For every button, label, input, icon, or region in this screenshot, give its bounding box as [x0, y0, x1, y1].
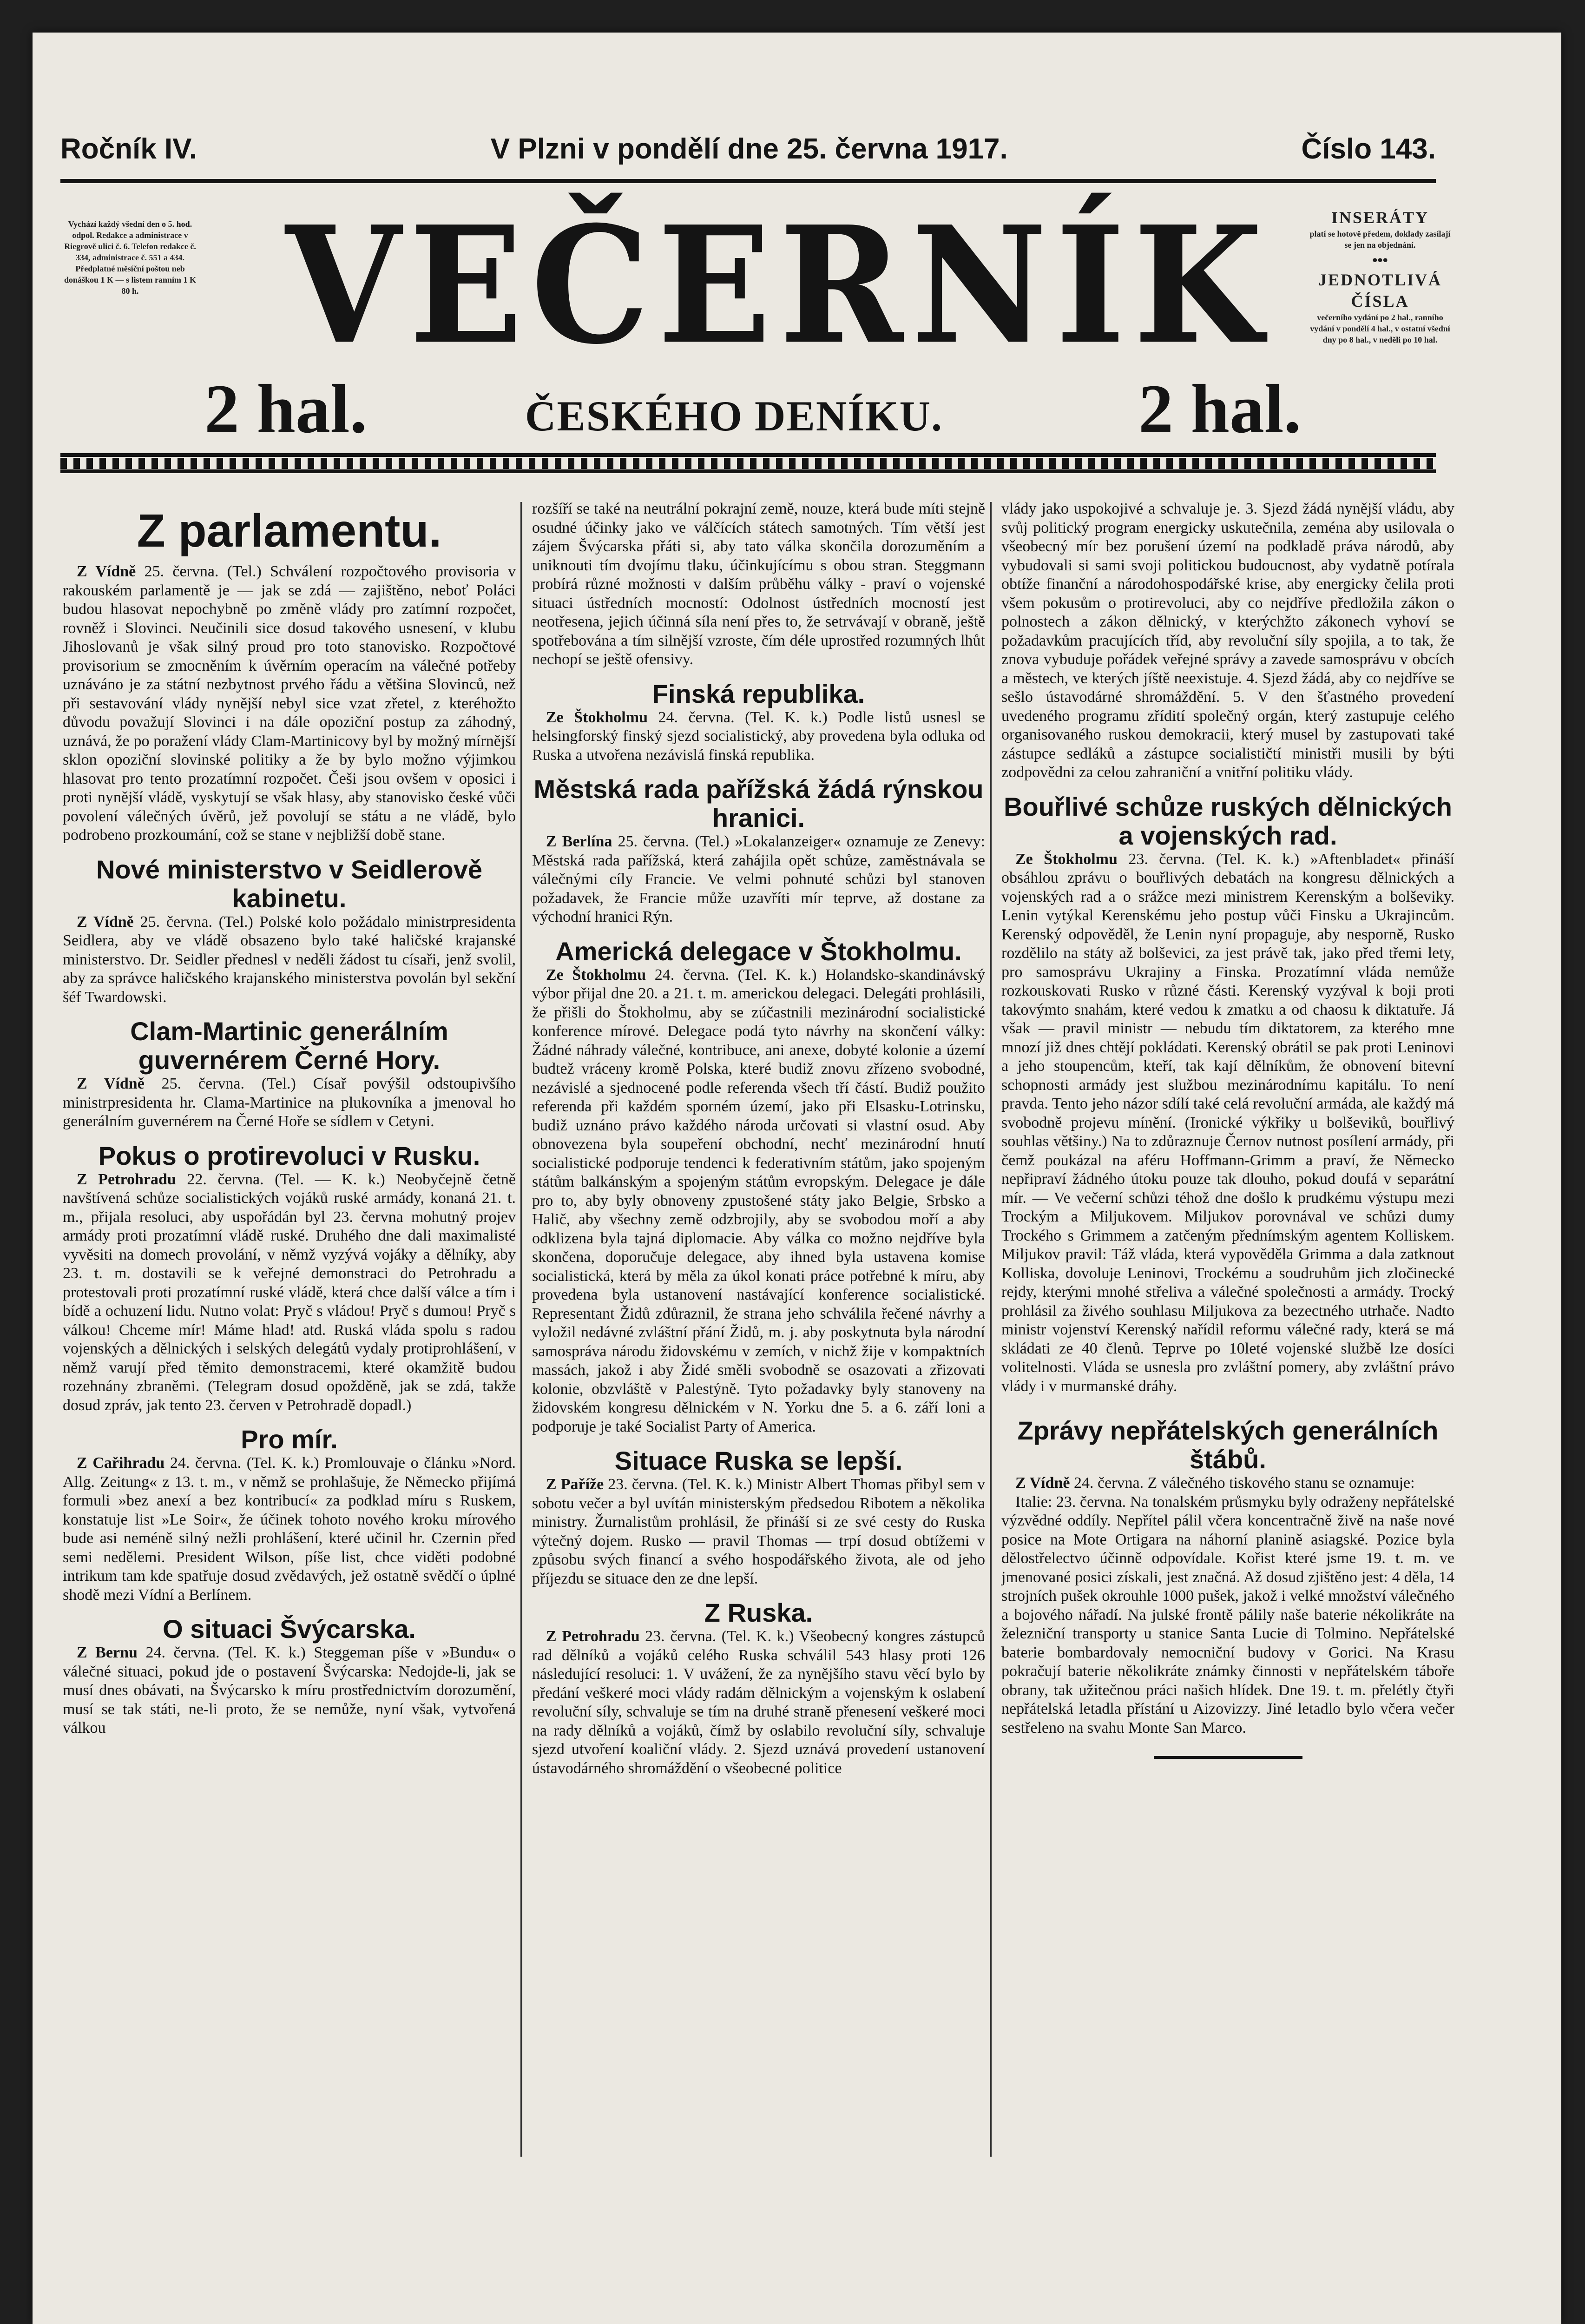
- article-finnish-republic: [532, 708, 985, 765]
- headline-clam-martinic: Clam-Martinic generálním guvernérem Černé Hory.: [130, 1017, 448, 1075]
- article-location: Z Bernu: [77, 1644, 138, 1661]
- article-for-peace: [63, 1454, 516, 1604]
- article-italy-report: Italie: 23. června. Na tonalském průsmyku byly odraženy nepřátelské výzvědné oddíly. Nepřítel pálil včera koncentračně živě na naše nové posice na Mote Ortigara na náhorní planině asiagské. Pozice byla dělostřelectvo účinně odpovídale. Kořist které jsme 19. t. m. ve jmenované posici získali, jest značná. Až dosud zjištěno jest: 4 děla, 14 strojních pušek okrouhle 1000 pušek, jakož i velké množství válečného a bojového nářadí. Na julské frontě pálily naše baterie nékolikráte na železniční transporty u stanice Santa Lucie di Tolmino. Nepřátelské baterie bombardovaly nemocniční budovy v Gorici. Na Krasu pokračují baterie několikráte známky činnosti v nepřátelském táboře obrany, tak užitečnou práci našich hlídek. Dne 19. t. m. přelétly čtyři nepřátelská letadla přístání u Aizovizzy. Jiné letadlo bylo včera večer sestřeleno na svahu Monte San Marco.: [1001, 1493, 1454, 1736]
- article-text: 24. června. Z válečného tiskového stanu se oznamuje:: [1070, 1474, 1415, 1492]
- article-location: Ze Štokholmu: [546, 708, 648, 726]
- article-text: 22. června. (Tel. — K. k.) Neobyčejně četně navštívená schůze socialistických vojáků ruské armády, konaná 21. t. m., přijala resoluci, aby uspořádán byl 23. června mohutný projev armády proti prozatímní vládě ruské. Druhého dne dali maximalisté vyvěsiti na domech provolání, v němž vyzývá vojáky a dělníky, aby 23. t. m. dostavili se k veřejné demonstraci do Petrohradu a protestovali proti prozatímní ruské vládě, která chce další válce a tím i bídě a ochuzení lidu. Nutno volat: Pryč s vládou! Pryč s dumou! Pryč s válkou! Chceme mír! Máme hlad! atd. Ruská vláda spolu s radou vojenských a dělnických i selských delegátů vydaly protiprohlášení, v němž varují před těmito demonstracemi, které okamžitě budou rozehnány zbraněmi. (Telegram dosud opožděně, jak se zdá, takže dosud zpráv, jak tento 23. červen v Petrohradě dopadl.): [63, 1170, 516, 1414]
- headline-american-delegation: Americká delegace v Štokholmu.: [555, 936, 962, 966]
- column-divider: [990, 502, 992, 2157]
- newspaper-page: [33, 33, 1561, 2324]
- article-location: Z Petrohradu: [77, 1170, 176, 1188]
- article-russia-situation: [532, 1475, 985, 1588]
- issue-number: Číslo 143.: [1301, 132, 1436, 165]
- headline-paris-council: Městská rada pařížská žádá rýnskou hranici.: [533, 774, 984, 832]
- article-text: 23. června. (Tel. K. k.) Ministr Albert Thomas přibyl sem v sobotu večer a byl uvítán ministerským předsedou Ribotem a několika ministry. Žurnalistům prohlásil, že přináší si ze své cesty do Ruska výtečný dojem. Rusko — pravil Thomas — trpí dosud obtížemi v způsobu svých financí a svého hospodářského života, ale od jeho příjezdu se situace den ze dne lepší.: [532, 1476, 985, 1587]
- article-text: 23. června. (Tel. K. k.) Všeobecný kongres zástupců rad dělníků a vojáků celého Ruska schválil 543 hlasy proti 126 následující resoluci: 1. V uvážení, že za nynějšího stavu věcí bylo by předání veškeré moci vlády radám dělnickým a vojenským k oslabení revoluční síly, schvaluje se tím na druhé straně přenesení veškeré moci na rady dělníků a vojáků, čímž by oslabilo revoluční síly, schvaluje sjezd utvoření koaliční vlády. 2. Sjezd uznává provedení ustanovení ústavodárného shromáždění o všeobecné politice: [532, 1628, 986, 1777]
- article-text: 24. června. (Tel. K. k.) Holandsko-skandinávský výbor přijal dne 20. a 21. t. m. americkou delegaci. Delegáti prohlásili, že přišli do Štokholmu, aby se zúčastnili mezinárodní socialistické konference mírové. Delegace podá tyto návrhy na skončení války: Žádné náhrady válečné, kontribuce, ani anexe, dobyté kolonie a území budtež vráceny kromě Polska, které budiž znovu zřízeno svobodné, nezávislé a sjednocené podle referenda všech tří částí. Budiž použito referenda při každém sporném území, jako při Elsasku-Lotrinsku, budiž uznáno právo každého národa určovati si vlastní osud. Aby obnovezena byla soupeření obchodní, nechť mezinárodní hnutí socialistické podporuje tendenci k federativním státům, jako spojeným státům balkánským a spojeným státům evropským. Delegace je dále pro to, aby byly obnoveny zpustošené státy jako Belgie, Srbsko a Halič, aby všechny země odzbrojily, aby se svobodou moří a aby odklizena byla tajná diplomacie. Aby válka co možno nejdříve byla skončena, doporučuje delegace, aby ihned byla ustavena komise socialistická, která by měla za úkol konati práce potřebné k míru, aby provedena byla ustanovení nastávající konference socialistické. Representant Židů zdůraznil, že strana jeho schválila řečené návrhy a vyložil nedávné zvláštní přání Židů, m. j. aby poskytnuta byla národní samospráva národu židovskému v zemích, v nichž žije v kompaktních massách, jakož i aby Židé směli svobodně se osazovati a zřizovati kolonie, obzvláště v Palestýně. Tyto požadavky byly stanoveny na židovském kongresu dělnickém v N. Yorku dne 5. a 6. září loni a podporuje je také Socialist Party of America.: [532, 966, 986, 1435]
- column-divider: [520, 502, 522, 2157]
- article-text: 25. června. (Tel.) Polské kolo požádalo ministrpresidenta Seidlera, aby ve vládě obsazeno bylo také haličské krajanské ministerstvo. Dr. Seidler přednesl v neděli žádost tu císaři, jenž svolil, aby za správce haličského krajanského ministerstva povolán byl sekční šéf Twardowski.: [63, 913, 516, 1006]
- article-location: Z Vídně: [1015, 1474, 1070, 1492]
- dateline: V Plzni v pondělí dne 25. června 1917.: [490, 132, 1008, 165]
- price-left: 2 hal.: [204, 370, 368, 448]
- article-switzerland: [63, 1644, 516, 1738]
- headline-from-russia: Z Ruska.: [704, 1598, 813, 1627]
- end-rule: [1154, 1756, 1302, 1759]
- article-text: 25. června. (Tel.) Schválení rozpočtového provisoria v rakouském parlamentě je — jak se zdá — zajištěno, neboť Poláci budou hlasovat nepochybně po změně vlády pro zatímní rozpočet, rovněž i Slovinci. Neučinili sice dosud takového usnesení, v klubu Jihoslovanů je však silný proud pro toto stanovisko. Rozpočtové provisorium se zmocněním k úvěrním operacím na válečné potřeby uznáváno je za státní nezbytnost prvého řádu a většina Slovinců, než při sestavování vlády nynější nebyl sice vzat zřetel, z kteréhožto důvodu považují Slovinci i na dále opoziční postup za záhodný, uznává, že po poražení vlády Clam-Martinicovy byl by možný mírnější sklon opoziční slovinské politiky a že by bylo možno výjimkou hlasovat pro tento prozatímní rozpočet. Češi jsou ovšem v oposici i proti nynější vládě, vyskytují se však hlasy, aby stanovisko české vůči povolení válečných úvěrů, jež povolují se státu a ne vládě, bylo podrobeno prozkoumání, což se stane v nejbližší době stane.: [63, 563, 516, 844]
- masthead-rule-lower: [60, 469, 1436, 473]
- single-copies-heading: JEDNOTLIVÁ ČÍSLA: [1318, 271, 1442, 310]
- single-copies-text: večerního vydání po 2 hal., ranního vydání v pondělí 4 hal., v ostatní všední dny po 8 hal., v neděli po 10 hal.: [1310, 313, 1450, 344]
- article-from-russia: [532, 1627, 985, 1778]
- article-text: 25. června. (Tel.) Císař povýšil odstoupivšího ministrpresidenta hr. Clama-Martinice na plukovníka a jmenoval ho generálním guvernérem na Černé Hoře se sídlem v Cetyni.: [63, 1075, 516, 1130]
- article-text: 25. června. (Tel.) »Lokalanzeiger« oznamuje ze Zenevy: Městská rada pařížská, která zahájila opět schůze, zaměstnávala se válečnými cíly Francie. Ve velmi pohnuté schůzi byl stanoven požadavek, že Francie může uzavříti mír teprve, až dostane za východní hranici Rýn.: [532, 833, 986, 925]
- article-stormy-sessions: [1001, 850, 1454, 1396]
- masthead-title: VEČERNÍK: [285, 191, 1271, 380]
- column-2: [532, 500, 985, 2280]
- headline-parliament: Z parlamentu.: [137, 505, 442, 557]
- volume-number: Ročník IV.: [60, 132, 197, 165]
- article-location: Z Petrohradu: [546, 1628, 640, 1645]
- article-text: 24. června. (Tel. K. k.) Steggeman píše v »Bundu« o válečné situaci, pokud jde o postavení Švýcarska: Nedojde-li, jak se musí dnes obávati, na Švýcarsko k míru prostřednictvím dorozumění, musí se tak státi, ne-li proto, že se nemůže, nyní však, vytvořená válkou: [63, 1644, 516, 1736]
- article-enemy-staff-reports: [1001, 1474, 1454, 1493]
- ornament-dots: •••: [1372, 251, 1388, 268]
- article-location: Z Cařihradu: [77, 1454, 165, 1472]
- article-text: 24. června. (Tel. K. k.) Promlouvaje o článku »Nord. Allg. Zeitung« z 13. t. m., v němž se prohlašuje, že Německo přijímá formuli »bez anexí a bez kontribucí« za podklad míru s Ruskem, konstatuje list »Le Soir«, že účinek tohoto nového kroku mírového bude asi neméně silný nežli prohlášení, které učinil hr. Czernin před semi nedělemi. President Wilson, píše list, chce viděti podobné intrikum tam kde spatřuje dosud zvědavých, jež ostatně svědčí o úplné shodě mezi Vídní a Berlínem.: [63, 1454, 516, 1604]
- headline-finnish-republic: Finská republika.: [652, 679, 865, 708]
- masthead-ornament-border: [60, 458, 1436, 469]
- price-right: 2 hal.: [1138, 370, 1302, 448]
- article-location: Ze Štokholmu: [1015, 850, 1118, 868]
- article-paris-council: [532, 832, 985, 927]
- article-switzerland-continued: rozšíří se také na neutrální pokrajní země, nouze, která bude míti stejně osudné účinky jako ve válčících státech samotných. Tím větší jest zájem Švýcarska přáti si, aby tato válka skončila dorozuměním a uniknouti tím dvojímu tlaku, účinkujícímu s obou stran. Steggmann probírá různé možnosti v dalším průběhu války - praví o vojenské situaci ústředních mocností: Odolnost ústředních mocností jest neotřesena, jejich účinná síla není přes to, že setrvávají v obraně, ještě spotřebována a tím silnější vzroste, čím déle uprostřed rozumných lhůt nechopí se ještě ofensivy.: [532, 500, 985, 668]
- article-location: Z Vídně: [77, 563, 136, 580]
- header-rule: [60, 179, 1436, 183]
- masthead-rule-upper: [60, 453, 1436, 457]
- article-location: Ze Štokholmu: [546, 966, 646, 984]
- article-clam-martinic: [63, 1075, 516, 1131]
- article-counterrevolution: [63, 1170, 516, 1415]
- masthead-subtitle: ČESKÉHO DENÍKU.: [525, 392, 943, 440]
- article-text: 24. června. (Tel. K. k.) Podle listů usnesl se helsingforský finský sjezd socialistický, aby provedena byla odluka od Ruska a utvořena nezávislá finská republika.: [532, 708, 985, 764]
- headline-for-peace: Pro mír.: [241, 1425, 338, 1454]
- article-from-russia-continued: vlády jako uspokojivé a schvaluje je. 3. Sjezd žádá nynější vládu, aby svůj politický program energicky uskutečnila, zeména aby usilovala o všeobecný mír bez porušení území na podkladě práva národů, aby vybudovali si sami svoji politickou budoucnost, aby vydatně potírala obtíže finanční a národohospodářské krise, aby energicky čelila proti všem pokusům o protirevoluci, aby co nejdříve předložila zákon o polnostech a zákon dělnický, v kterýchžto zákonech vyhoví se požadavkům pracujících tříd, aby revoluční síly spojila, a to tak, že znova vybuduje pořádek veřejné správy a zavede samosprávu v obcích a městech, ve kterých jíště neexistuje. 4. Sjezd žádá, aby co nejdříve se sešlo ústavodárné shromáždění. 5. V den šťastného provedení uvedeného programu zřídití společný orgán, který zastupuje celého organisovaného ruskou demokracii, který musel by zastupovati také zástupce sedláků a zástupce socialističtí ministři musili by býti zodpovědni za celou zahraniční a vnitřní politiku vlády.: [1001, 500, 1454, 781]
- article-parliament: [63, 562, 516, 845]
- column-1: [63, 500, 516, 2280]
- ads-text: platí se hotově předem, doklady zasílají se jen na objednání.: [1309, 229, 1451, 250]
- top-dateline-bar: [60, 114, 1436, 184]
- headline-counterrevolution: Pokus o protirevoluci v Rusku.: [98, 1141, 480, 1170]
- article-location: Z Berlína: [546, 833, 612, 850]
- headline-russia-situation: Situace Ruska se lepší.: [614, 1446, 903, 1475]
- headline-new-ministry: Nové ministerstvo v Seidlerově kabinetu.: [96, 854, 482, 913]
- publication-info-box: Vychází každý všední den o 5. hod. odpol. Redakce a administrace v Riegrově ulici č. 6. Telefon redakce č. 334, administrace č. 551 a 434. Předplatné měsíční poštou neb donáškou 1 K — s listem ranním 1 K 80 h.: [64, 219, 197, 296]
- article-location: Z Paříže: [546, 1476, 604, 1493]
- headline-stormy-sessions: Bouřlivé schůze ruských dělnických a vojenských rad.: [1004, 792, 1452, 850]
- headline-switzerland: O situaci Švýcarska.: [163, 1614, 416, 1644]
- ads-heading: INSERÁTY: [1331, 208, 1429, 227]
- article-text: 23. června. (Tel. K. k.) »Aftenbladet« přináší obsáhlou zprávu o bouřlivých debatách na kongresu dělnických a vojenských rad a o srážce mezi ministrem Kerenským a bolševiky. Lenin vytýkal Kerenskému jeho postup vůči Finsku a Ukrajincům. Kerenský odpověděl, že Lenin nyní propaguje, aby nesporně, Rusko rozdělilo na státy až bolševici, za jest právě tak, jako před třemi lety, pro samosprávu Ukrajiny a Finska. Prozatímní vláda nemůže rozkouskovati Rusko v různé části. Kerenský vyzýval k boji proti takovýmto snahám, které vedou k zmatku a od chaosu k diktatuře. Já však — pravil ministr — nebudu tím diktatorem, za kterého mne mnozí již dnes chtějí pokládati. Kerenský obrátil se pak proti Leninovi a jeho stoupencům, kteří, tak kají dělníkům, že obnovení bitevní schopnosti armády jest službou mezinárodnímu kapitálu. To není pravda. Tento jeho názor sdílí také celá revoluční armáda, ale každý má svobodně projevu mínění. (Ironické výkřiky u bolševiků, bouřlivý souhlas většiny.) Na to zdůraznuje Černov nutnost posílení armády, při čemž poukázal na aféru Hoffmann-Grimm a praví, že Německo nepřipraví žádného útoku pouze tak dlouho, pokud doufá v separátní mír. — Ve večerní schůzi téhož dne došlo k prudkému výstupu mezi Trockým a Miljukovem. Miljukov porovnával ve schůzi dumy Trockého s Grimmem a zatčeným přednímským agentem Kolliskem. Miljukov pravil: Táž vláda, která vypověděla Grimma a dala zatknout Kolliska, dovoluje Leninovi, Trockému a soudruhům jich zločinecké rejdy, kterými mnohé střeliva a válečné společnosti a armády. Trocký prohlásil za živého souhlasu Miljukova za bezectného utrhače. Nadto ministr vojenství Kerenský nařídil reformu válečné rady, která se má skládati ze 40 členů. Teprve po 10leté vojenské službě lze dosíci volitelnosti. Vláda se usnesla pro zvláštní pomery, aby zvláštní právo vlády i v murmanské dráhy.: [1001, 850, 1454, 1395]
- article-location: Z Vídně: [77, 1075, 145, 1092]
- headline-enemy-staff-reports: Zprávy nepřátelských generálních štábů.: [1017, 1416, 1439, 1474]
- article-location: Z Vídně: [77, 913, 134, 931]
- column-3: [1001, 500, 1454, 2280]
- article-american-delegation: [532, 966, 985, 1437]
- article-new-ministry: [63, 913, 516, 1007]
